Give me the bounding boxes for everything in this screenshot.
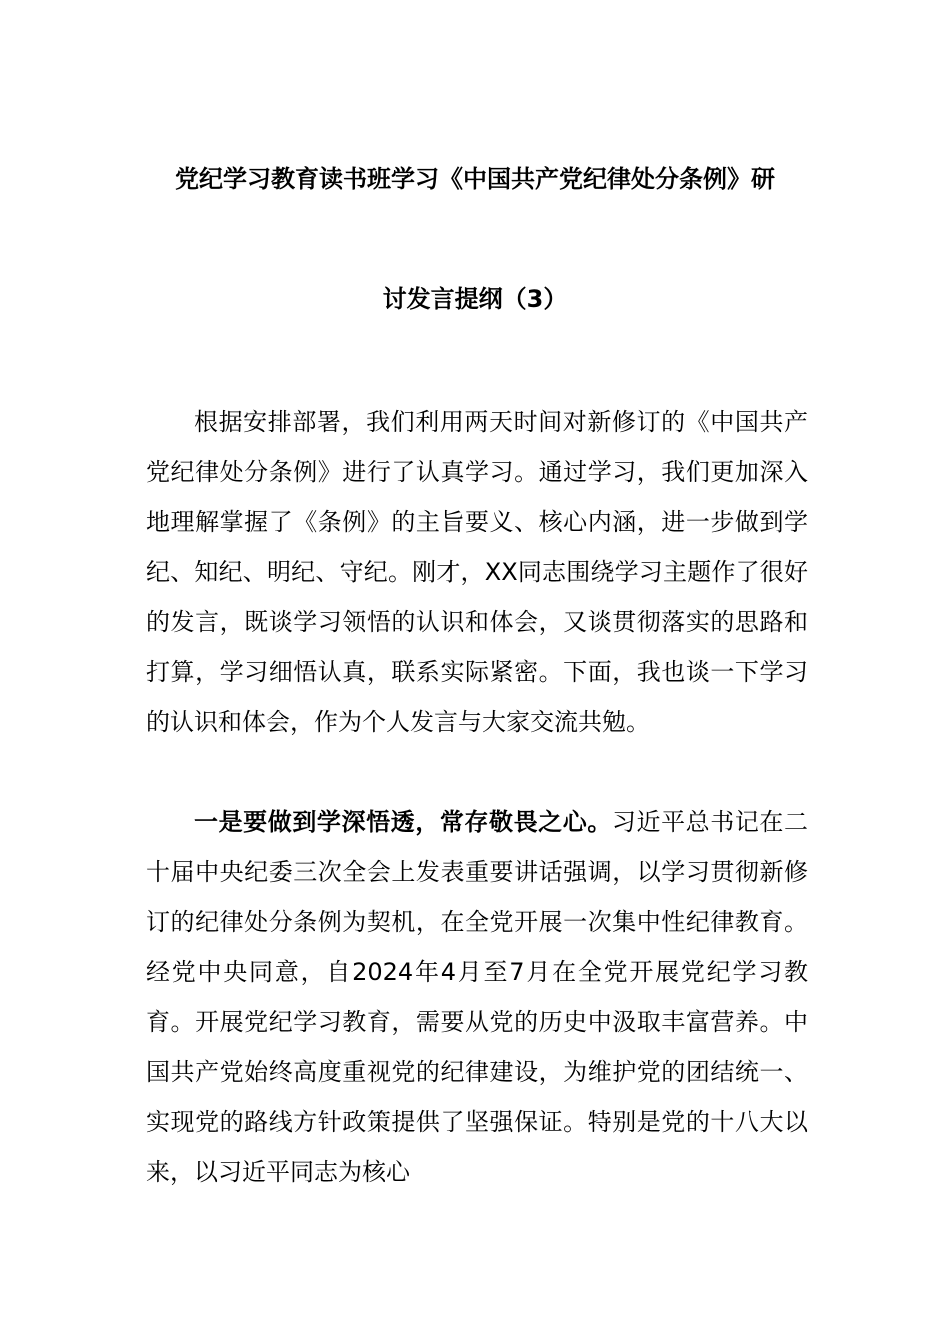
paragraph-lead-heading: 一是要做到学深悟透，常存敬畏之心。 [194, 808, 612, 836]
paragraph-text: 根据安排部署，我们利用两天时间对新修订的《中国共产党纪律处分条例》进行了认真学习。通过学习，我们更加深入地理解掌握了《条例》的主旨要义、核心内涵，进一步做到学纪、知纪、明纪、守纪。刚才，XX同志围绕学习主题作了很好的发言，既谈学习领悟的认识和体会，又谈贯彻落实的思路和打算，学习细悟认真，联系实际紧密。下面，我也谈一下学习的认识和体会，作为个人发言与大家交流共勉。 [146, 408, 808, 736]
document-title-line-2: 讨发言提纲（3） [382, 285, 568, 313]
paragraph-text: 习近平总书记在二十届中央纪委三次全会上发表重要讲话强调，以学习贯彻新修订的纪律处分条例为契机，在全党开展一次集中性纪律教育。经党中央同意，自2024年4月至7月在全党开展党纪学习教育。开展党纪学习教育，需要从党的历史中汲取丰富营养。中国共产党始终高度重视党的纪律建设，为维护党的团结统一、实现党的路线方针政策提供了坚强保证。特别是党的十八大以来，以习近平同志为核心 [146, 808, 809, 1186]
body-paragraph-point-one [146, 797, 808, 1197]
body-paragraph-intro [146, 397, 808, 747]
document-title-line-1: 党纪学习教育读书班学习《中国共产党纪律处分条例》研 [175, 165, 775, 193]
